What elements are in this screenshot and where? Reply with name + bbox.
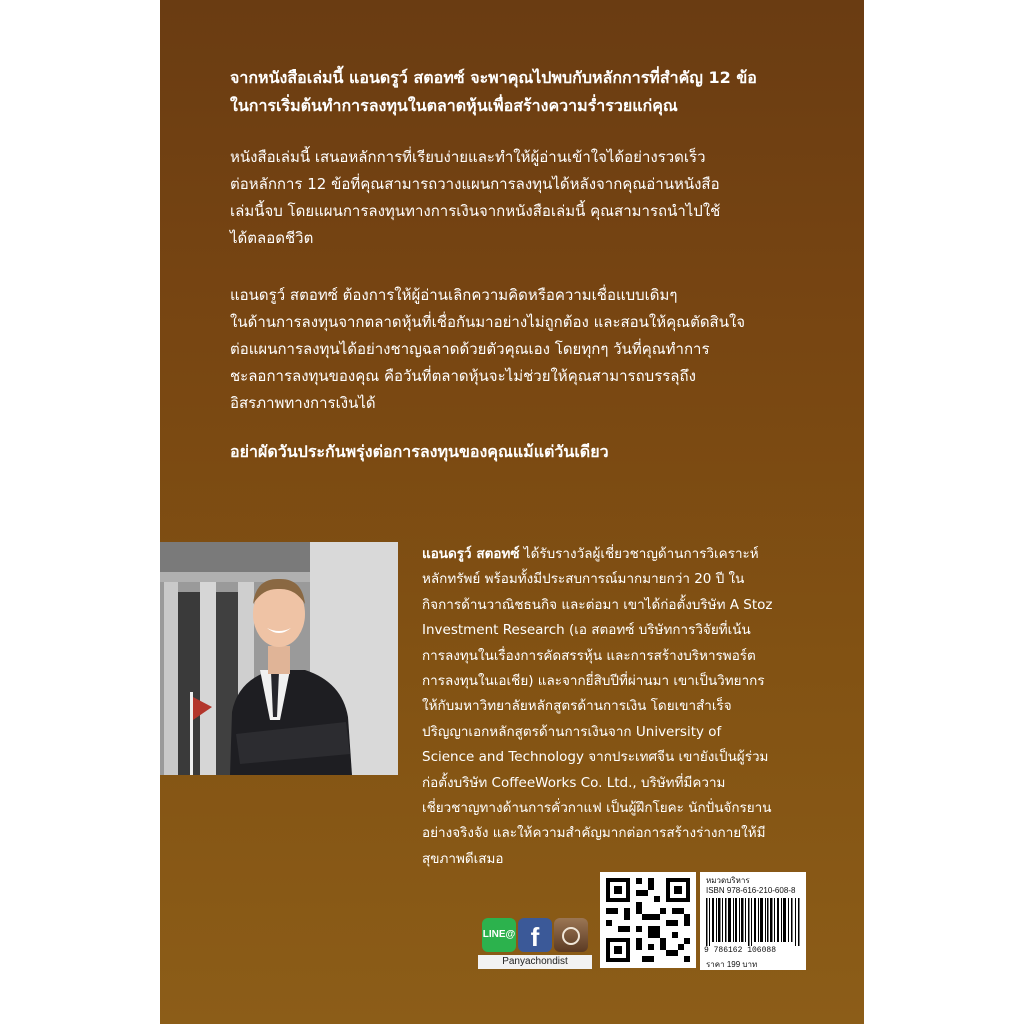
- description-paragraph-2: [230, 282, 830, 417]
- qr-code-icon: [600, 872, 696, 968]
- facebook-icon: [518, 918, 552, 952]
- facebook-icon-label: f: [530, 922, 540, 952]
- line-icon: [482, 918, 516, 952]
- bio-line: Investment Research (เอ สตอทซ์ บริษัทการวิจัยที่เน้น: [422, 622, 751, 639]
- paragraph-line: เล่มนี้จบ โดยแผนการลงทุนทางการเงินจากหนังสือเล่มนี้ คุณสามารถนำไปใช้: [230, 202, 721, 220]
- social-handle: Panyachondist: [478, 955, 592, 969]
- bio-line: การลงทุนในเรื่องการคัดสรรหุ้น และการสร้างบริหารพอร์ต: [422, 647, 756, 664]
- intro-line: ในการเริ่มต้นทำการลงทุนในตลาดหุ้นเพื่อสร้างความร่ำรวยแก่คุณ: [230, 96, 678, 115]
- paragraph-line: ต่อหลักการ 12 ข้อที่คุณสามารถวางแผนการลงทุนได้หลังจากคุณอ่านหนังสือ: [230, 175, 720, 193]
- bio-line: สุขภาพดีเสมอ: [422, 850, 504, 867]
- intro-line: จากหนังสือเล่มนี้ แอนดรูว์ สตอทซ์ จะพาคุณไปพบกับหลักการที่สำคัญ 12 ข้อ: [230, 68, 757, 87]
- isbn-barcode-label: [700, 872, 806, 970]
- author-photo-illustration: [160, 542, 398, 775]
- social-badges: [478, 918, 592, 970]
- bio-line: ก่อตั้งบริษัท CoffeeWorks Co. Ltd., บริษัทที่มีความ: [422, 774, 726, 791]
- bio-line: การลงทุนในเอเชีย) และจากยี่สิบปีที่ผ่านมา เขาเป็นวิทยากร: [422, 673, 765, 690]
- instagram-icon: [554, 918, 588, 952]
- book-price: ราคา 199 บาท: [706, 960, 758, 969]
- paragraph-line: ได้ตลอดชีวิต: [230, 229, 314, 247]
- paragraph-line: หนังสือเล่มนี้ เสนอหลักการที่เรียบง่ายและทำให้ผู้อ่านเข้าใจได้อย่างรวดเร็ว: [230, 148, 706, 166]
- barcode-icon: [706, 898, 800, 946]
- bio-line: เชี่ยวชาญทางด้านการคั่วกาแฟ เป็นผู้ฝึกโยคะ นักปั่นจักรยาน: [422, 800, 772, 817]
- author-name: แอนดรูว์ สตอทซ์: [422, 546, 520, 562]
- bio-line: ปริญญาเอกหลักสูตรด้านการเงินจาก University of: [422, 723, 722, 740]
- qr-code-graphic: [600, 872, 696, 968]
- barcode-digits: 9 786162 106088: [704, 946, 777, 955]
- paragraph-line: ในด้านการลงทุนจากตลาดหุ้นที่เชื่อกันมาอย่างไม่ถูกต้อง และสอนให้คุณตัดสินใจ: [230, 313, 746, 331]
- book-back-cover: [160, 0, 864, 1024]
- bio-line: ได้รับรางวัลผู้เชี่ยวชาญด้านการวิเคราะห์: [519, 546, 759, 562]
- author-photo: [160, 542, 398, 775]
- closing-statement: อย่าผัดวันประกันพรุ่งต่อการลงทุนของคุณแม้แต่วันเดียว: [230, 442, 609, 461]
- camera-lens-icon: [562, 927, 580, 945]
- bio-line: กิจการด้านวาณิชธนกิจ และต่อมา เขาได้ก่อตั้งบริษัท A Stoz: [422, 596, 773, 613]
- paragraph-line: แอนดรูว์ สตอทซ์ ต้องการให้ผู้อ่านเลิกความคิดหรือความเชื่อแบบเดิมๆ: [230, 286, 678, 304]
- bio-line: หลักทรัพย์ พร้อมทั้งมีประสบการณ์มากมายกว่า 20 ปี ใน: [422, 571, 745, 588]
- author-bio: [422, 542, 812, 872]
- bio-line: Science and Technology จากประเทศจีน เขายังเป็นผู้ร่วม: [422, 749, 769, 766]
- paragraph-line: ชะลอการลงทุนของคุณ คือวันที่ตลาดหุ้นจะไม่ช่วยให้คุณสามารถบรรลุถึง: [230, 367, 696, 385]
- paragraph-line: อิสรภาพทางการเงินได้: [230, 394, 376, 412]
- paragraph-line: ต่อแผนการลงทุนได้อย่างชาญฉลาดด้วยตัวคุณเอง โดยทุกๆ วันที่คุณทำการ: [230, 340, 710, 358]
- book-category: หมวดบริหาร: [706, 876, 750, 885]
- description-paragraph-1: [230, 144, 830, 252]
- bio-line: ให้กับมหาวิทยาลัยหลักสูตรด้านการเงิน โดยเขาสำเร็จ: [422, 698, 732, 715]
- intro-heading: [230, 64, 830, 120]
- isbn-number: ISBN 978-616-210-608-8: [706, 886, 796, 895]
- line-icon-label: LINE@: [482, 929, 516, 940]
- bio-line: อย่างจริงจัง และให้ความสำคัญมากต่อการสร้างร่างกายให้มี: [422, 825, 766, 842]
